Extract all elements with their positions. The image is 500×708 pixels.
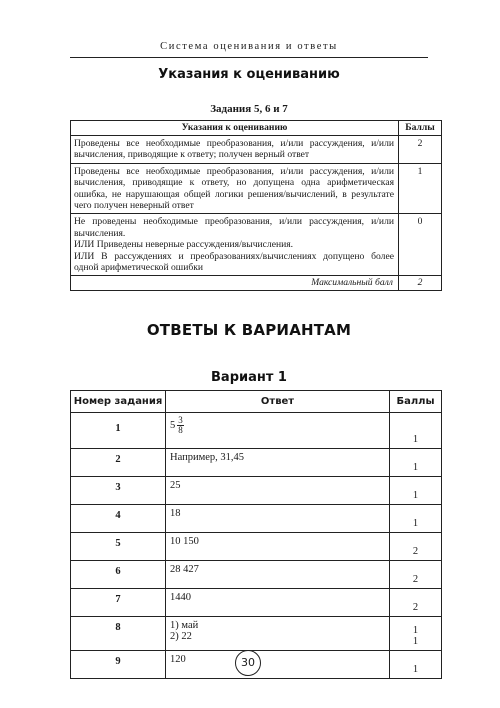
section-title-grading: Указания к оцениванию [158, 67, 340, 82]
answers-header-row [71, 391, 442, 413]
task-number: 8 [71, 617, 166, 651]
criteria-row [71, 214, 442, 276]
points-cell: 1 [390, 505, 442, 533]
criteria-text: Проведены все необходимые преобразования, и/или рассуждения, и/или вычисления, приводящие к ответу, но допущена одна арифметическая ошибка, не нарушающая общей логики решения/вычислений, в результате чего получен неверный ответ [71, 163, 399, 214]
fraction-denominator: 8 [178, 425, 183, 435]
header-rule [70, 57, 428, 58]
points-line: 1 [412, 625, 419, 636]
points-cell: 2 [390, 561, 442, 589]
answer-cell: Например, 31,45 [166, 449, 390, 477]
page-number: 30 [235, 650, 261, 676]
criteria-row [71, 136, 442, 164]
criteria-max-row [71, 276, 442, 290]
criteria-row [71, 163, 442, 214]
running-header: Система оценивания и ответы [160, 41, 338, 52]
criteria-header-row [71, 121, 442, 136]
answer-line: 2) 22 [170, 631, 192, 642]
criteria-points: 2 [399, 136, 442, 164]
table-row [71, 617, 442, 651]
task-number: 9 [71, 651, 166, 679]
fraction-numerator: 3 [178, 415, 183, 425]
points-cell [390, 617, 442, 651]
points-cell: 1 [390, 413, 442, 449]
variant-title: Вариант 1 [211, 370, 287, 385]
answers-header-task: Номер задания [71, 391, 166, 413]
table-row [71, 561, 442, 589]
criteria-points: 0 [399, 214, 442, 276]
criteria-text [71, 214, 399, 276]
answer-cell: 25 [166, 477, 390, 505]
task-number: 1 [71, 413, 166, 449]
points-cell: 1 [390, 449, 442, 477]
criteria-header-label: Указания к оцениванию [71, 121, 399, 136]
answers-header-answer: Ответ [166, 391, 390, 413]
answer-cell: 28 427 [166, 561, 390, 589]
answer-cell: 10 150 [166, 533, 390, 561]
answer-whole: 5 [170, 419, 176, 431]
answer-line: 1) май [170, 620, 199, 631]
criteria-text: Проведены все необходимые преобразования, и/или рассуждения, и/или вычисления, приводящие к ответу; получен верный ответ [71, 136, 399, 164]
section-title-answers: ОТВЕТЫ К ВАРИАНТАМ [146, 321, 352, 339]
answers-header-points: Баллы [390, 391, 442, 413]
task-number: 6 [71, 561, 166, 589]
task-number: 3 [71, 477, 166, 505]
table-row [71, 505, 442, 533]
task-number: 2 [71, 449, 166, 477]
criteria-text-line: Не проведены необходимые преобразования, и/или рассуждения, и/или вычисления. [74, 216, 394, 239]
task-number: 7 [71, 589, 166, 617]
answer-cell [166, 413, 390, 449]
table-row [71, 533, 442, 561]
points-line: 1 [412, 636, 419, 647]
points-cell: 2 [390, 589, 442, 617]
criteria-header-points: Баллы [399, 121, 442, 136]
table-row [71, 589, 442, 617]
max-score-label: Максимальный балл [71, 276, 399, 290]
points-cell: 2 [390, 533, 442, 561]
criteria-text-line: ИЛИ Приведены неверные рассуждения/вычисления. [74, 239, 294, 251]
answer-cell: 120 [166, 651, 390, 679]
answer-cell: 1440 [166, 589, 390, 617]
answer-cell: 18 [166, 505, 390, 533]
table-row [71, 413, 442, 449]
criteria-text-line: ИЛИ В рассуждениях и преобразованиях/вычислениях допущено более одной арифметической ошибки [74, 250, 394, 274]
points-cell: 1 [390, 651, 442, 679]
task-number: 4 [71, 505, 166, 533]
criteria-points: 1 [399, 163, 442, 214]
criteria-table [70, 120, 442, 291]
answer-cell [166, 617, 390, 651]
answer-fraction [177, 416, 184, 435]
table-row [71, 449, 442, 477]
tasks-subtitle: Задания 5, 6 и 7 [210, 103, 288, 115]
task-number: 5 [71, 533, 166, 561]
answers-table [70, 390, 442, 679]
table-row [71, 477, 442, 505]
points-cell: 1 [390, 477, 442, 505]
max-score-value: 2 [399, 276, 442, 290]
